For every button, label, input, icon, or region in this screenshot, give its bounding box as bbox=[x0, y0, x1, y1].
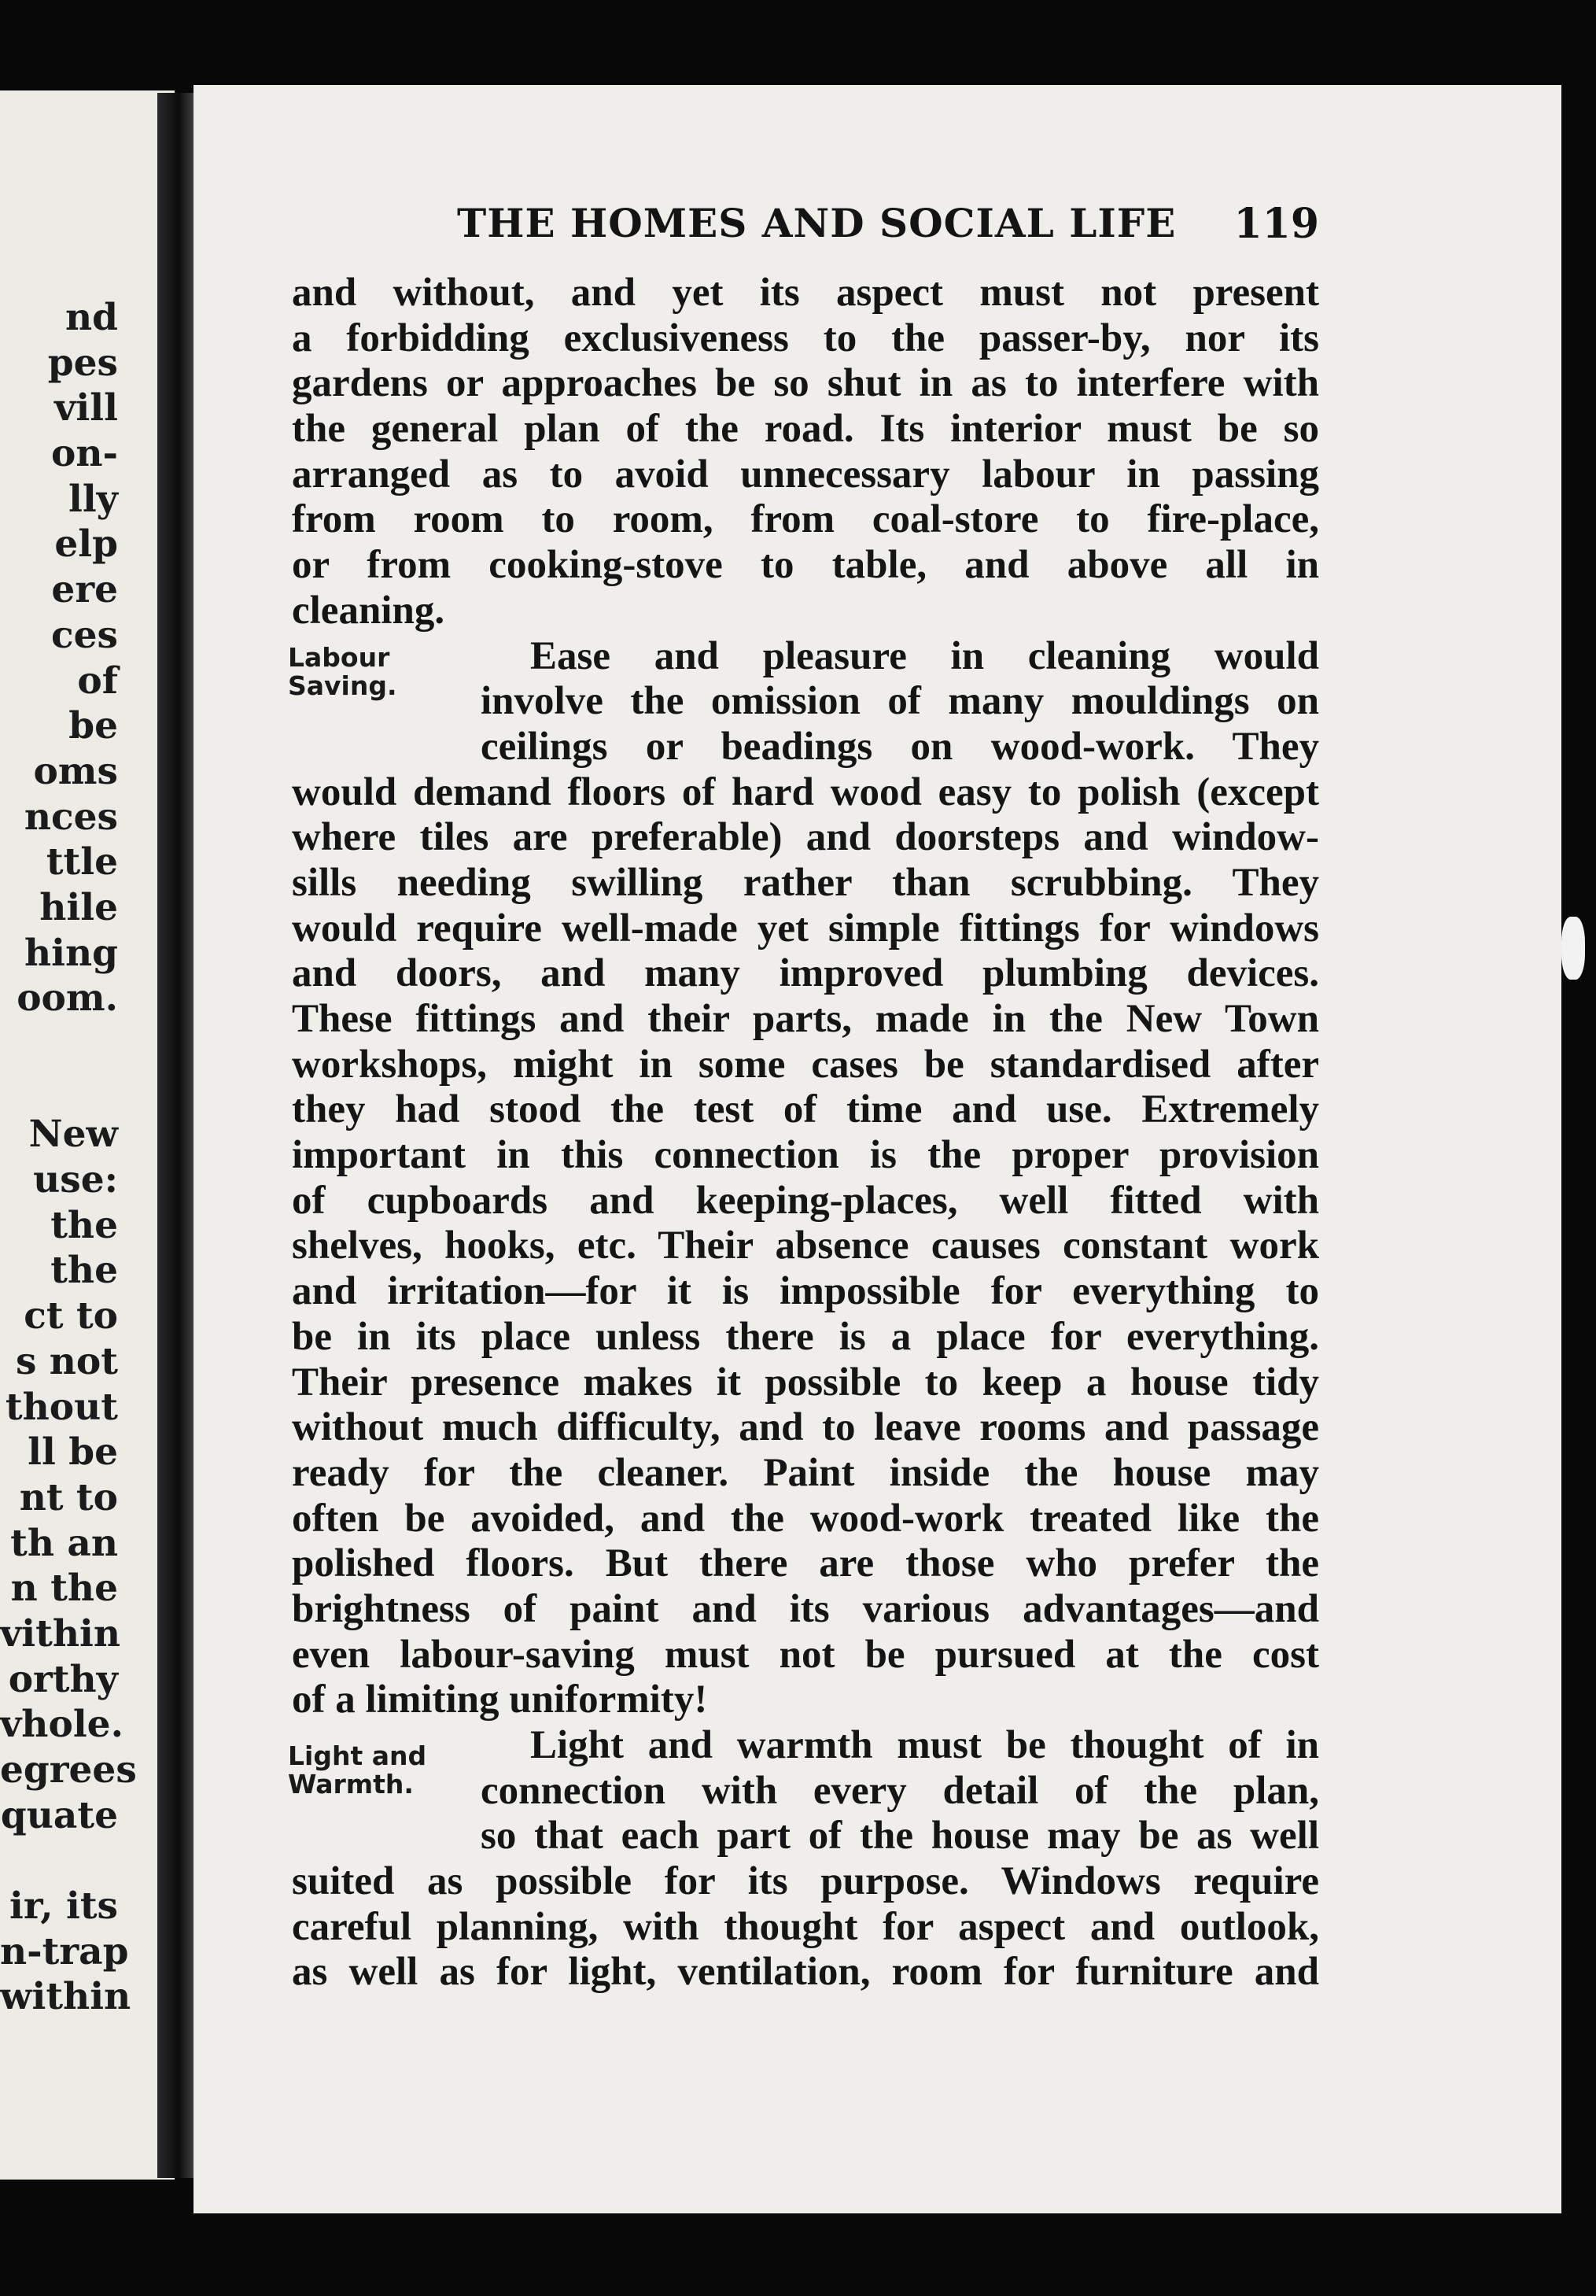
right-page bbox=[194, 85, 1561, 2213]
left-page-fragment: the bbox=[50, 1249, 118, 1293]
left-page-fragment bbox=[0, 1067, 118, 1113]
text-line: be in its place unless there is a place for everything. bbox=[292, 1314, 1319, 1359]
scan-speck bbox=[1561, 917, 1585, 980]
left-page-fragment: of bbox=[77, 659, 118, 703]
left-page-fragment: vill bbox=[54, 386, 118, 430]
left-page-fragment: oms bbox=[33, 749, 118, 793]
margin-note-line: Saving. bbox=[288, 670, 397, 701]
left-page-fragment: ct to bbox=[24, 1294, 118, 1338]
text-line: as well as for light, ventilation, room for furniture and bbox=[292, 1950, 1319, 1995]
body-text bbox=[288, 271, 1319, 1995]
text-line: or from cooking-stove to table, and above all in bbox=[292, 543, 1319, 588]
margin-note-labour-saving bbox=[288, 641, 397, 701]
left-page-fragment: quate bbox=[0, 1793, 118, 1837]
text-line: Their presence makes it possible to keep a house tidy bbox=[292, 1360, 1319, 1405]
text-line: involve the omission of many mouldings on bbox=[481, 679, 1319, 724]
text-line: suited as possible for its purpose. Windows require bbox=[292, 1859, 1319, 1904]
left-page-text-fragments bbox=[0, 295, 137, 2020]
left-page-fragment: New bbox=[28, 1113, 118, 1157]
left-page-fragment: ir, its bbox=[9, 1884, 118, 1929]
text-line: so that each part of the house may be as well bbox=[481, 1814, 1319, 1859]
text-line: from room to room, from coal-store to fire-place, bbox=[292, 497, 1319, 542]
book-gutter bbox=[157, 93, 197, 2178]
margin-note-line: Warmth. bbox=[288, 1769, 414, 1800]
left-page-fragment: elp bbox=[54, 522, 118, 567]
left-page bbox=[0, 90, 175, 2180]
text-line: Light and warmth must be thought of in bbox=[530, 1723, 1319, 1767]
left-page-fragment: vithin bbox=[0, 1611, 121, 1656]
left-page-fragment: hile bbox=[39, 885, 118, 929]
left-page-fragment: hing bbox=[24, 931, 118, 975]
text-line: ceilings or beadings on wood-work. They bbox=[481, 724, 1319, 769]
left-page-fragment: s not bbox=[15, 1339, 118, 1383]
left-page-fragment: ttle bbox=[46, 840, 118, 884]
left-page-fragment: thout bbox=[5, 1385, 118, 1429]
text-line: where tiles are preferable) and doorsteps and window- bbox=[292, 815, 1319, 860]
running-title: THE HOMES AND SOCIAL LIFE bbox=[457, 200, 1177, 246]
text-line: the general plan of the road. Its interior must be so bbox=[292, 407, 1319, 452]
page-content bbox=[288, 200, 1319, 1995]
left-page-fragment: within bbox=[0, 1975, 131, 2019]
paragraph-labour-saving bbox=[288, 633, 1319, 1724]
text-line: careful planning, with thought for aspect and outlook, bbox=[292, 1904, 1319, 1949]
left-page-fragment: vhole. bbox=[0, 1703, 123, 1747]
left-page-fragment: nd bbox=[65, 296, 118, 339]
text-line: even labour-saving must not be pursued at the cost bbox=[292, 1632, 1319, 1677]
text-line: workshops, might in some cases be standardised after bbox=[292, 1042, 1319, 1087]
margin-note-line: Light and bbox=[288, 1740, 427, 1771]
running-head bbox=[292, 200, 1319, 271]
text-line: without much difficulty, and to leave rooms and passage bbox=[292, 1405, 1319, 1450]
left-page-fragment: the bbox=[50, 1203, 118, 1247]
text-line: sills needing swilling rather than scrubbing. They bbox=[292, 860, 1319, 905]
text-line: important in this connection is the proper provision bbox=[292, 1133, 1319, 1178]
text-line: brightness of paint and its various advantages—and bbox=[292, 1586, 1319, 1631]
left-page-fragment: oom. bbox=[17, 976, 118, 1021]
paragraph bbox=[292, 271, 1319, 634]
text-line: would demand floors of hard wood easy to polish (except bbox=[292, 770, 1319, 814]
left-page-fragment: be bbox=[68, 704, 118, 748]
text-line: would require well-made yet simple fittings for windows bbox=[292, 906, 1319, 951]
paragraph-light-and-warmth bbox=[288, 1723, 1319, 1995]
left-page-fragment: lly bbox=[68, 477, 118, 521]
left-page-fragment: ere bbox=[51, 568, 118, 612]
text-line: Ease and pleasure in cleaning would bbox=[530, 633, 1319, 678]
left-page-fragment: on- bbox=[50, 432, 118, 476]
text-line: ready for the cleaner. Paint inside the house may bbox=[292, 1450, 1319, 1495]
left-page-fragment: orthy bbox=[8, 1657, 118, 1701]
left-page-fragment: use: bbox=[33, 1158, 118, 1202]
text-line: gardens or approaches be so shut in as to interfere with bbox=[292, 361, 1319, 406]
text-line: they had stood the test of time and use. Extremely bbox=[292, 1087, 1319, 1132]
text-line: arranged as to avoid unnecessary labour in passing bbox=[292, 452, 1319, 496]
text-line: shelves, hooks, etc. Their absence causes constant work bbox=[292, 1224, 1319, 1268]
text-line: of cupboards and keeping-places, well fitted with bbox=[292, 1178, 1319, 1223]
left-page-fragment: nces bbox=[24, 795, 118, 839]
left-page-fragment: n the bbox=[10, 1567, 118, 1611]
text-line: often be avoided, and the wood-work treated like the bbox=[292, 1496, 1319, 1541]
left-page-fragment: pes bbox=[47, 341, 118, 385]
text-line: and doors, and many improved plumbing devices. bbox=[292, 951, 1319, 996]
text-line: and irritation—for it is impossible for everything to bbox=[292, 1269, 1319, 1314]
text-line: polished floors. But there are those who prefer the bbox=[292, 1541, 1319, 1586]
left-page-fragment bbox=[0, 1021, 118, 1067]
left-page-fragment: n-trap bbox=[0, 1929, 129, 1973]
text-line: connection with every detail of the plan, bbox=[481, 1768, 1319, 1813]
left-page-fragment: ll be bbox=[28, 1430, 118, 1475]
left-page-fragment: th an bbox=[10, 1521, 118, 1565]
text-line: a forbidding exclusiveness to the passer-by, nor its bbox=[292, 316, 1319, 360]
text-line: cleaning. bbox=[292, 588, 445, 633]
text-line: of a limiting uniformity! bbox=[292, 1678, 708, 1722]
left-page-fragment bbox=[0, 1838, 118, 1884]
text-line: and without, and yet its aspect must not present bbox=[292, 271, 1319, 315]
page-number: 119 bbox=[1233, 200, 1319, 248]
text-line: These fittings and their parts, made in the New Town bbox=[292, 997, 1319, 1041]
left-page-fragment: ces bbox=[51, 613, 118, 657]
margin-note-line: Labour bbox=[288, 641, 390, 673]
left-page-fragment: egrees bbox=[0, 1748, 137, 1792]
left-page-fragment: nt to bbox=[19, 1475, 118, 1519]
margin-note-light-and-warmth bbox=[288, 1742, 426, 1799]
